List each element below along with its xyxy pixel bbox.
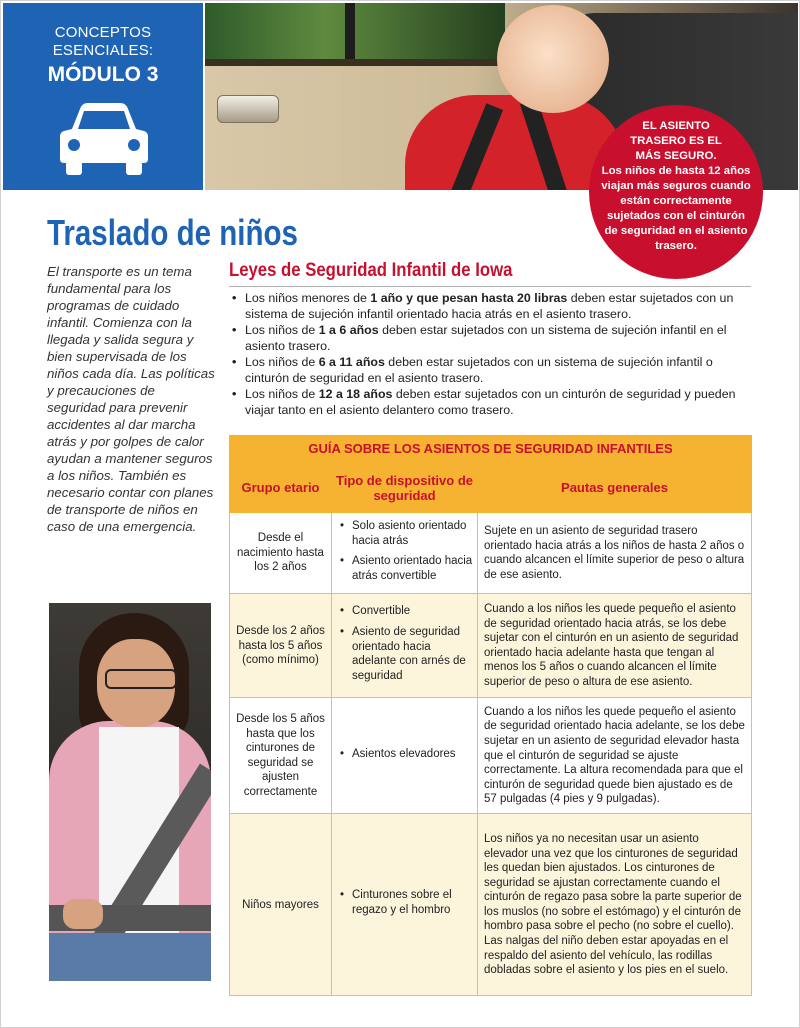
col-header-guide: Pautas generales [478, 463, 752, 513]
table-row [230, 594, 752, 698]
badge-body: Los niños de hasta 12 años viajan más seguros cuando están correctamente sujetados con el cinturón de seguridad en el asiento trasero. [601, 165, 751, 252]
badge-line-2: TRASERO ES EL [630, 135, 722, 147]
heading-rule [229, 286, 751, 287]
kicker-line-2: ESENCIALES: [52, 42, 154, 59]
car-window [205, 3, 505, 59]
law-item: • Los niños de 12 a 18 años deben estar sujetados con un cinturón de seguridad y pueden viajar tanto en el asiento delantero como trasero. [229, 386, 749, 418]
law-item: • Los niños de 1 a 6 años deben estar sujetados con un sistema de sujeción infantil en el asiento trasero. [229, 322, 749, 354]
glasses [105, 669, 177, 689]
device-cell [332, 698, 478, 814]
child-face [497, 5, 609, 113]
car-icon [58, 99, 150, 177]
col-header-device: Tipo de dispositivo de seguridad [332, 463, 478, 513]
photo-girl-with-seatbelt [49, 603, 211, 981]
intro-paragraph: El transporte es un tema fundamental para los programas de cuidado infantil. Comienza con la llegada y salida segura y bien supervisada de los niños cada día. Las políticas y precauciones de seguridad para prevenir accidentes al dar marcha atrás y por golpes de calor ayudan a mantener seguros a los niños. También es necesario contar con planes de transporte de niños en caso de una emergencia. [47, 264, 215, 534]
device-item: • Asiento de seguridad orientado hacia adelante con arnés de seguridad [336, 625, 473, 683]
kicker-line-1: CONCEPTOS [54, 24, 152, 41]
badge-line-3: MÁS SEGURO. [635, 150, 717, 162]
law-item: • Los niños de 6 a 11 años deben estar sujetados con un sistema de sujeción infantil o cinturón de seguridad en el asiento trasero. [229, 354, 749, 386]
laws-heading: Leyes de Seguridad Infantil de Iowa [229, 260, 513, 281]
guide-cell: Cuando a los niños les quede pequeño el asiento de seguridad orientado hacia adelante, se los debe sujetar en un asiento de seguridad elevador hasta que el cinturón de seguridad se ajuste correctamente. La altura recomendada para que el cinturón de seguridad quede bien ajustado es de 57 pulgadas (4 pies y 9 pulgadas). [478, 698, 752, 814]
module-header-box [3, 3, 203, 190]
table-title: GUÍA SOBRE LOS ASIENTOS DE SEGURIDAD INFANTILES [230, 436, 752, 463]
laws-list [229, 290, 749, 418]
device-item: • Asiento orientado hacia atrás convertible [336, 554, 473, 583]
door-handle [217, 95, 279, 123]
badge-line-1: EL ASIENTO [642, 120, 710, 132]
age-cell: Desde los 5 años hasta que los cinturones de seguridad se ajusten correctamente [230, 698, 332, 814]
device-item: • Convertible [336, 604, 473, 619]
car-seat-guide-table [229, 435, 752, 996]
device-cell [332, 594, 478, 698]
table-header-row [230, 463, 752, 513]
device-item: • Solo asiento orientado hacia atrás [336, 519, 473, 548]
device-cell [332, 814, 478, 996]
age-cell: Desde el nacimiento hasta los 2 años [230, 513, 332, 594]
age-cell: Desde los 2 años hasta los 5 años (como mínimo) [230, 594, 332, 698]
module-kicker [3, 24, 203, 60]
table-row [230, 513, 752, 594]
col-header-age: Grupo etario [230, 463, 332, 513]
device-item: • Asientos elevadores [336, 747, 473, 762]
age-cell: Niños mayores [230, 814, 332, 996]
device-cell [332, 513, 478, 594]
guide-cell: Los niños ya no necesitan usar un asiento elevador una vez que los cinturones de seguridad les quedan bien ajustados. Los cinturones de seguridad se ajustan correctamente cuando el cinturón de regazo pasa sobre la parte superior de los muslos (no sobre el estómago) y el cinturón de hombro pasa sobre el pecho (no sobre el cuello). Las nalgas del niño deben estar apoyadas en el respaldo del asiento del vehículo, las rodillas dobladas sobre el asiento y los pies en el suelo. [478, 814, 752, 996]
guide-cell: Sujete en un asiento de seguridad trasero orientado hacia atrás a los niños de hasta 2 años o cuando alcancen el límite superior de peso o altura de ese asiento. [478, 513, 752, 594]
page-title: Traslado de niños [47, 212, 298, 253]
module-number: MÓDULO 3 [47, 63, 159, 86]
device-item: • Cinturones sobre el regazo y el hombro [336, 888, 473, 917]
table-row [230, 698, 752, 814]
rear-seat-badge [589, 105, 763, 279]
law-item: • Los niños menores de 1 año y que pesan hasta 20 libras deben estar sujetados con un sistema de sujeción infantil orientado hacia atrás en el asiento trasero. [229, 290, 749, 322]
table-row [230, 814, 752, 996]
guide-cell: Cuando a los niños les quede pequeño el asiento de seguridad orientado hacia atrás, se los debe sujetar con el cinturón en un asiento de seguridad orientado hacia adelante hasta que tengan al menos los 5 años o cuando alcancen el límite superior de peso o altura de ese asiento. [478, 594, 752, 698]
